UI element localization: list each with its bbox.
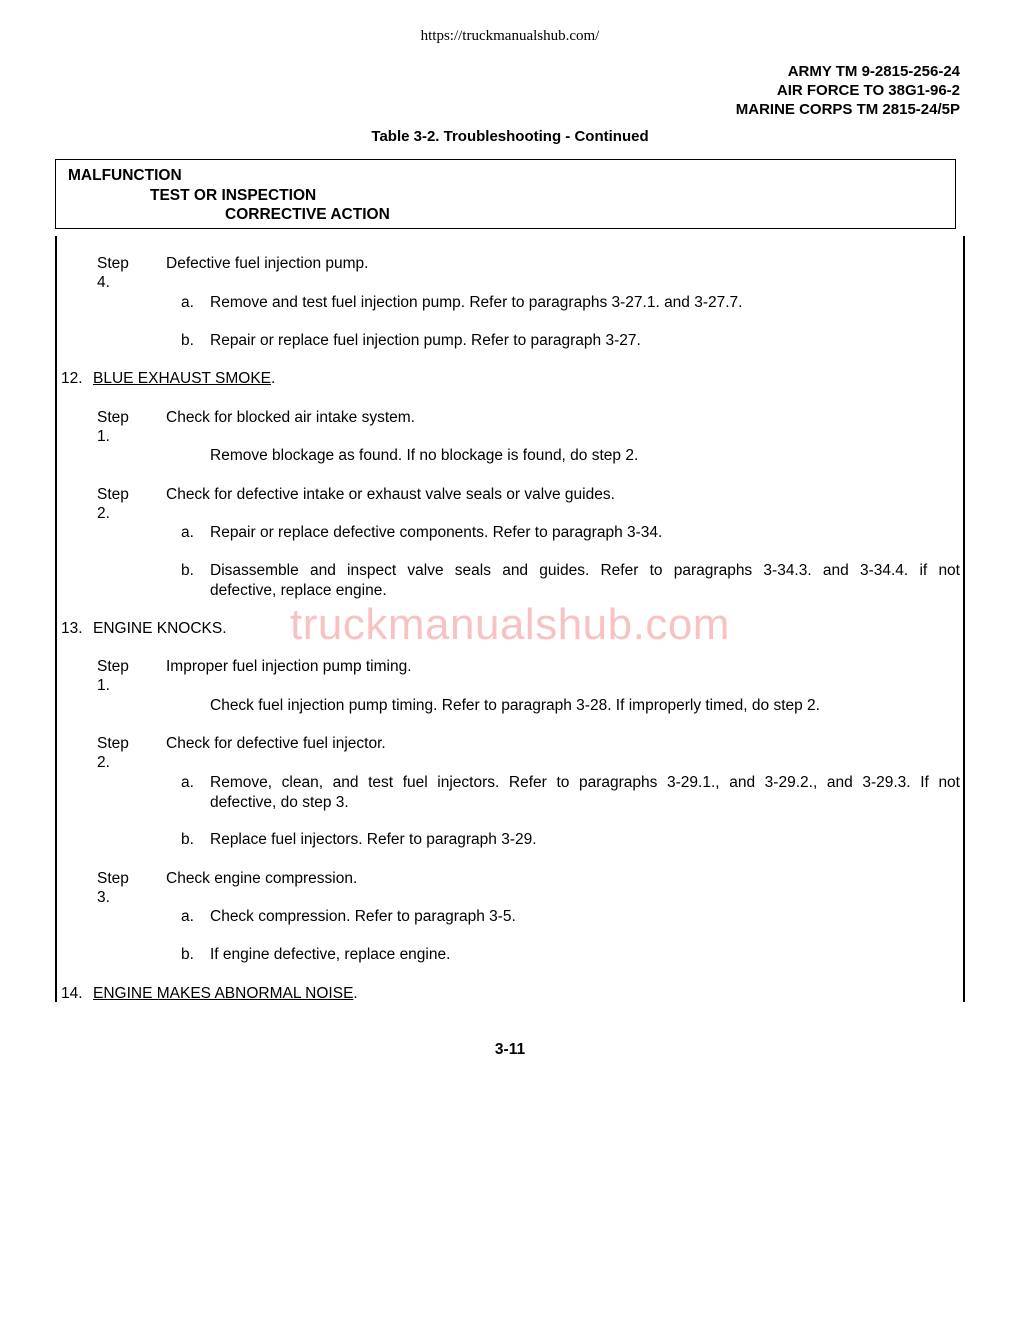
action-text: Repair or replace defective components. Refer to paragraph 3-34. (210, 524, 663, 541)
step-text: Check engine compression. (166, 870, 358, 887)
malfunction-title (93, 369, 275, 388)
column-corrective-action: CORRECTIVE ACTION (225, 206, 390, 223)
action-label: a. (181, 524, 194, 541)
malfunction-number: 13. (61, 620, 83, 637)
action-label: b. (181, 946, 194, 963)
malfunction-number: 12. (61, 370, 83, 387)
action-text: Check compression. Refer to paragraph 3-5. (210, 908, 516, 925)
action-text: If engine defective, replace engine. (210, 946, 451, 963)
malfunction-title (93, 984, 358, 1003)
action-text: Remove and test fuel injection pump. Refer to paragraphs 3-27.1. and 3-27.7. (210, 294, 743, 311)
document-header (736, 62, 960, 119)
header-marine-corps: MARINE CORPS TM 2815-24/5P (735, 101, 960, 118)
action-text-continued: defective, replace engine. (210, 582, 387, 599)
step-label: Step 1. (97, 409, 129, 445)
header-air-force: AIR FORCE TO 38G1-96-2 (776, 82, 960, 99)
step-text: Check for defective fuel injector. (166, 735, 386, 752)
step-label: Step 2. (97, 735, 129, 771)
column-header-box (55, 159, 956, 229)
step-label: Step 1. (97, 658, 129, 694)
column-malfunction: MALFUNCTION (68, 167, 182, 184)
table-title: Table 3-2. Troubleshooting - Continued (371, 128, 649, 145)
step-text: Defective fuel injection pump. (166, 255, 369, 272)
malfunction-title: ENGINE KNOCKS. (93, 620, 227, 637)
step-text: Improper fuel injection pump timing. (166, 658, 412, 675)
malfunction-title-period: . (271, 370, 276, 387)
action-text: Check fuel injection pump timing. Refer to paragraph 3-28. If improperly timed, do step 2. (210, 697, 820, 714)
action-label: b. (181, 562, 194, 579)
page-number: 3-11 (494, 1041, 526, 1058)
action-text: Remove, clean, and test fuel injectors. Refer to paragraphs 3-29.1., and 3-29.2., and 3-29.3. If not (210, 774, 960, 791)
action-text: Remove blockage as found. If no blockage is found, do step 2. (210, 447, 639, 464)
action-label: a. (181, 908, 194, 925)
action-text-continued: defective, do step 3. (210, 794, 349, 811)
action-label: b. (181, 831, 194, 848)
step-text: Check for blocked air intake system. (166, 409, 415, 426)
malfunction-number: 14. (61, 985, 83, 1002)
header-army: ARMY TM 9-2815-256-24 (787, 63, 960, 80)
action-text: Disassemble and inspect valve seals and guides. Refer to paragraphs 3-34.3. and 3-34.4. if not (210, 562, 960, 579)
source-url[interactable]: https://truckmanualshub.com/ (420, 28, 600, 44)
step-label: Step 2. (97, 486, 129, 522)
watermark: truckmanualshub.com (290, 600, 730, 649)
malfunction-title-text: BLUE EXHAUST SMOKE (93, 370, 272, 387)
step-text: Check for defective intake or exhaust valve seals or valve guides. (166, 486, 615, 503)
column-test-inspection: TEST OR INSPECTION (150, 187, 317, 204)
action-label: b. (181, 332, 194, 349)
action-text: Replace fuel injectors. Refer to paragraph 3-29. (210, 831, 537, 848)
action-text: Repair or replace fuel injection pump. Refer to paragraph 3-27. (210, 332, 641, 349)
step-label: Step 3. (97, 870, 129, 906)
malfunction-title-period: . (353, 985, 358, 1002)
malfunction-title-text: ENGINE MAKES ABNORMAL NOISE (93, 985, 354, 1002)
action-label: a. (181, 774, 194, 791)
action-label: a. (181, 294, 194, 311)
step-label: Step 4. (97, 255, 129, 291)
